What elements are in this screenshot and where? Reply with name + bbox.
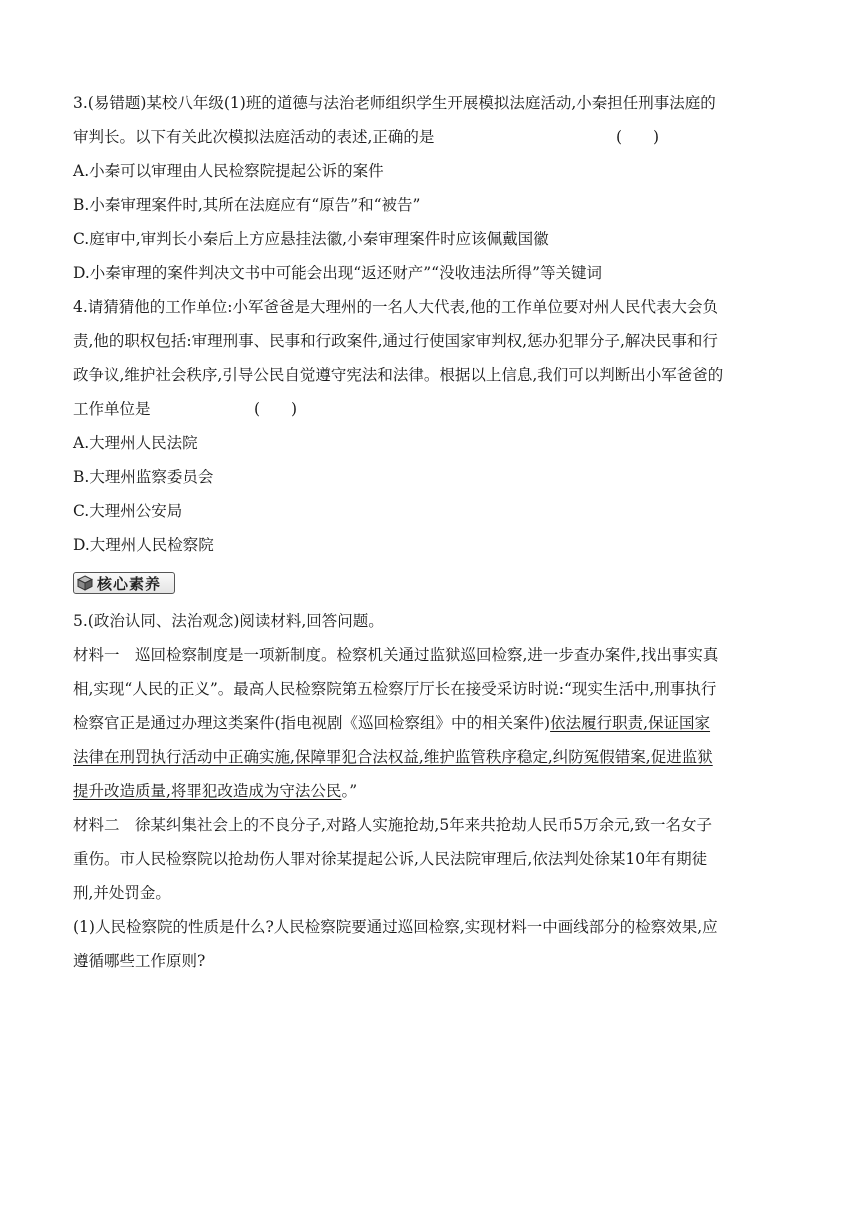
q3-stem-line1: 3.(易错题)某校八年级(1)班的道德与法治老师组织学生开展模拟法庭活动,小秦担任刑事法庭的 <box>73 94 716 112</box>
q3-option-c: C.庭审中,审判长小秦后上方应悬挂法徽,小秦审理案件时应该佩戴国徽 <box>73 230 549 248</box>
q4-answer-blank: ( ) <box>254 400 298 418</box>
material1-line5 <box>73 780 793 802</box>
material1-line5-end: 。” <box>341 782 358 800</box>
section-title: 核心素养 <box>97 574 162 593</box>
q3-option-d: D.小秦审理的案件判决文书中可能会出现“返还财产”“没收违法所得”等关键词 <box>73 264 603 282</box>
material1-line1: 材料一 巡回检察制度是一项新制度。检察机关通过监狱巡回检察,进一步查办案件,找出事实真 <box>73 646 719 664</box>
q4-stem-line1: 4.请猜猜他的工作单位:小军爸爸是大理州的一名人大代表,他的工作单位要对州人民代表大会负 <box>73 298 718 316</box>
q4-stem-line3: 政争议,维护社会秩序,引导公民自觉遵守宪法和法律。根据以上信息,我们可以判断出小军爸爸的 <box>73 366 724 384</box>
q4-stem-line4: 工作单位是 <box>73 400 151 418</box>
q4-option-c: C.大理州公安局 <box>73 502 183 520</box>
material2-line2: 重伤。市人民检察院以抢劫伤人罪对徐某提起公诉,人民法院审理后,依法判处徐某10年有期徒 <box>73 850 708 868</box>
q3-answer-blank: ( ) <box>616 128 660 146</box>
material1-line5-underlined: 提升改造质量,将罪犯改造成为守法公民 <box>73 782 342 800</box>
material1-line4 <box>73 746 793 768</box>
material1-line3-underlined: 依法履行职责,保证国家 <box>550 714 711 732</box>
q3-option-b: B.小秦审理案件时,其所在法庭应有“原告”和“被告” <box>73 196 421 214</box>
q5-sub1-line2: 遵循哪些工作原则? <box>73 952 206 970</box>
q3-stem-line2: 审判长。以下有关此次模拟法庭活动的表述,正确的是 <box>73 128 435 146</box>
q5-sub1-line1: (1)人民检察院的性质是什么?人民检察院要通过巡回检察,实现材料一中画线部分的检察效果,应 <box>73 918 718 936</box>
material1-line3-plain: 检察官正是通过办理这类案件(指电视剧《巡回检察组》中的相关案件) <box>73 714 551 732</box>
q4-option-d: D.大理州人民检察院 <box>73 536 214 554</box>
material1-line3 <box>73 712 793 734</box>
q5-intro: 5.(政治认同、法治观念)阅读材料,回答问题。 <box>73 612 384 630</box>
material2-line3: 刑,并处罚金。 <box>73 884 171 902</box>
material1-line4-underlined: 法律在刑罚执行活动中正确实施,保障罪犯合法权益,维护监管秩序稳定,纠防冤假错案,促进监狱 <box>73 748 713 766</box>
material1-line2: 相,实现“人民的正义”。最高人民检察院第五检察厅厅长在接受采访时说:“现实生活中,刑事执行 <box>73 680 717 698</box>
q3-option-a: A.小秦可以审理由人民检察院提起公诉的案件 <box>73 162 384 180</box>
q4-option-a: A.大理州人民法院 <box>73 434 198 452</box>
material2-line1: 材料二 徐某纠集社会上的不良分子,对路人实施抢劫,5年来共抢劫人民币5万余元,致一名女子 <box>73 816 713 834</box>
q4-stem-line2: 责,他的职权包括:审理刑事、民事和行政案件,通过行使国家审判权,惩办犯罪分子,解决民事和行 <box>73 332 718 350</box>
section-badge <box>73 572 175 594</box>
q4-option-b: B.大理州监察委员会 <box>73 468 214 486</box>
cube-icon <box>77 575 93 591</box>
